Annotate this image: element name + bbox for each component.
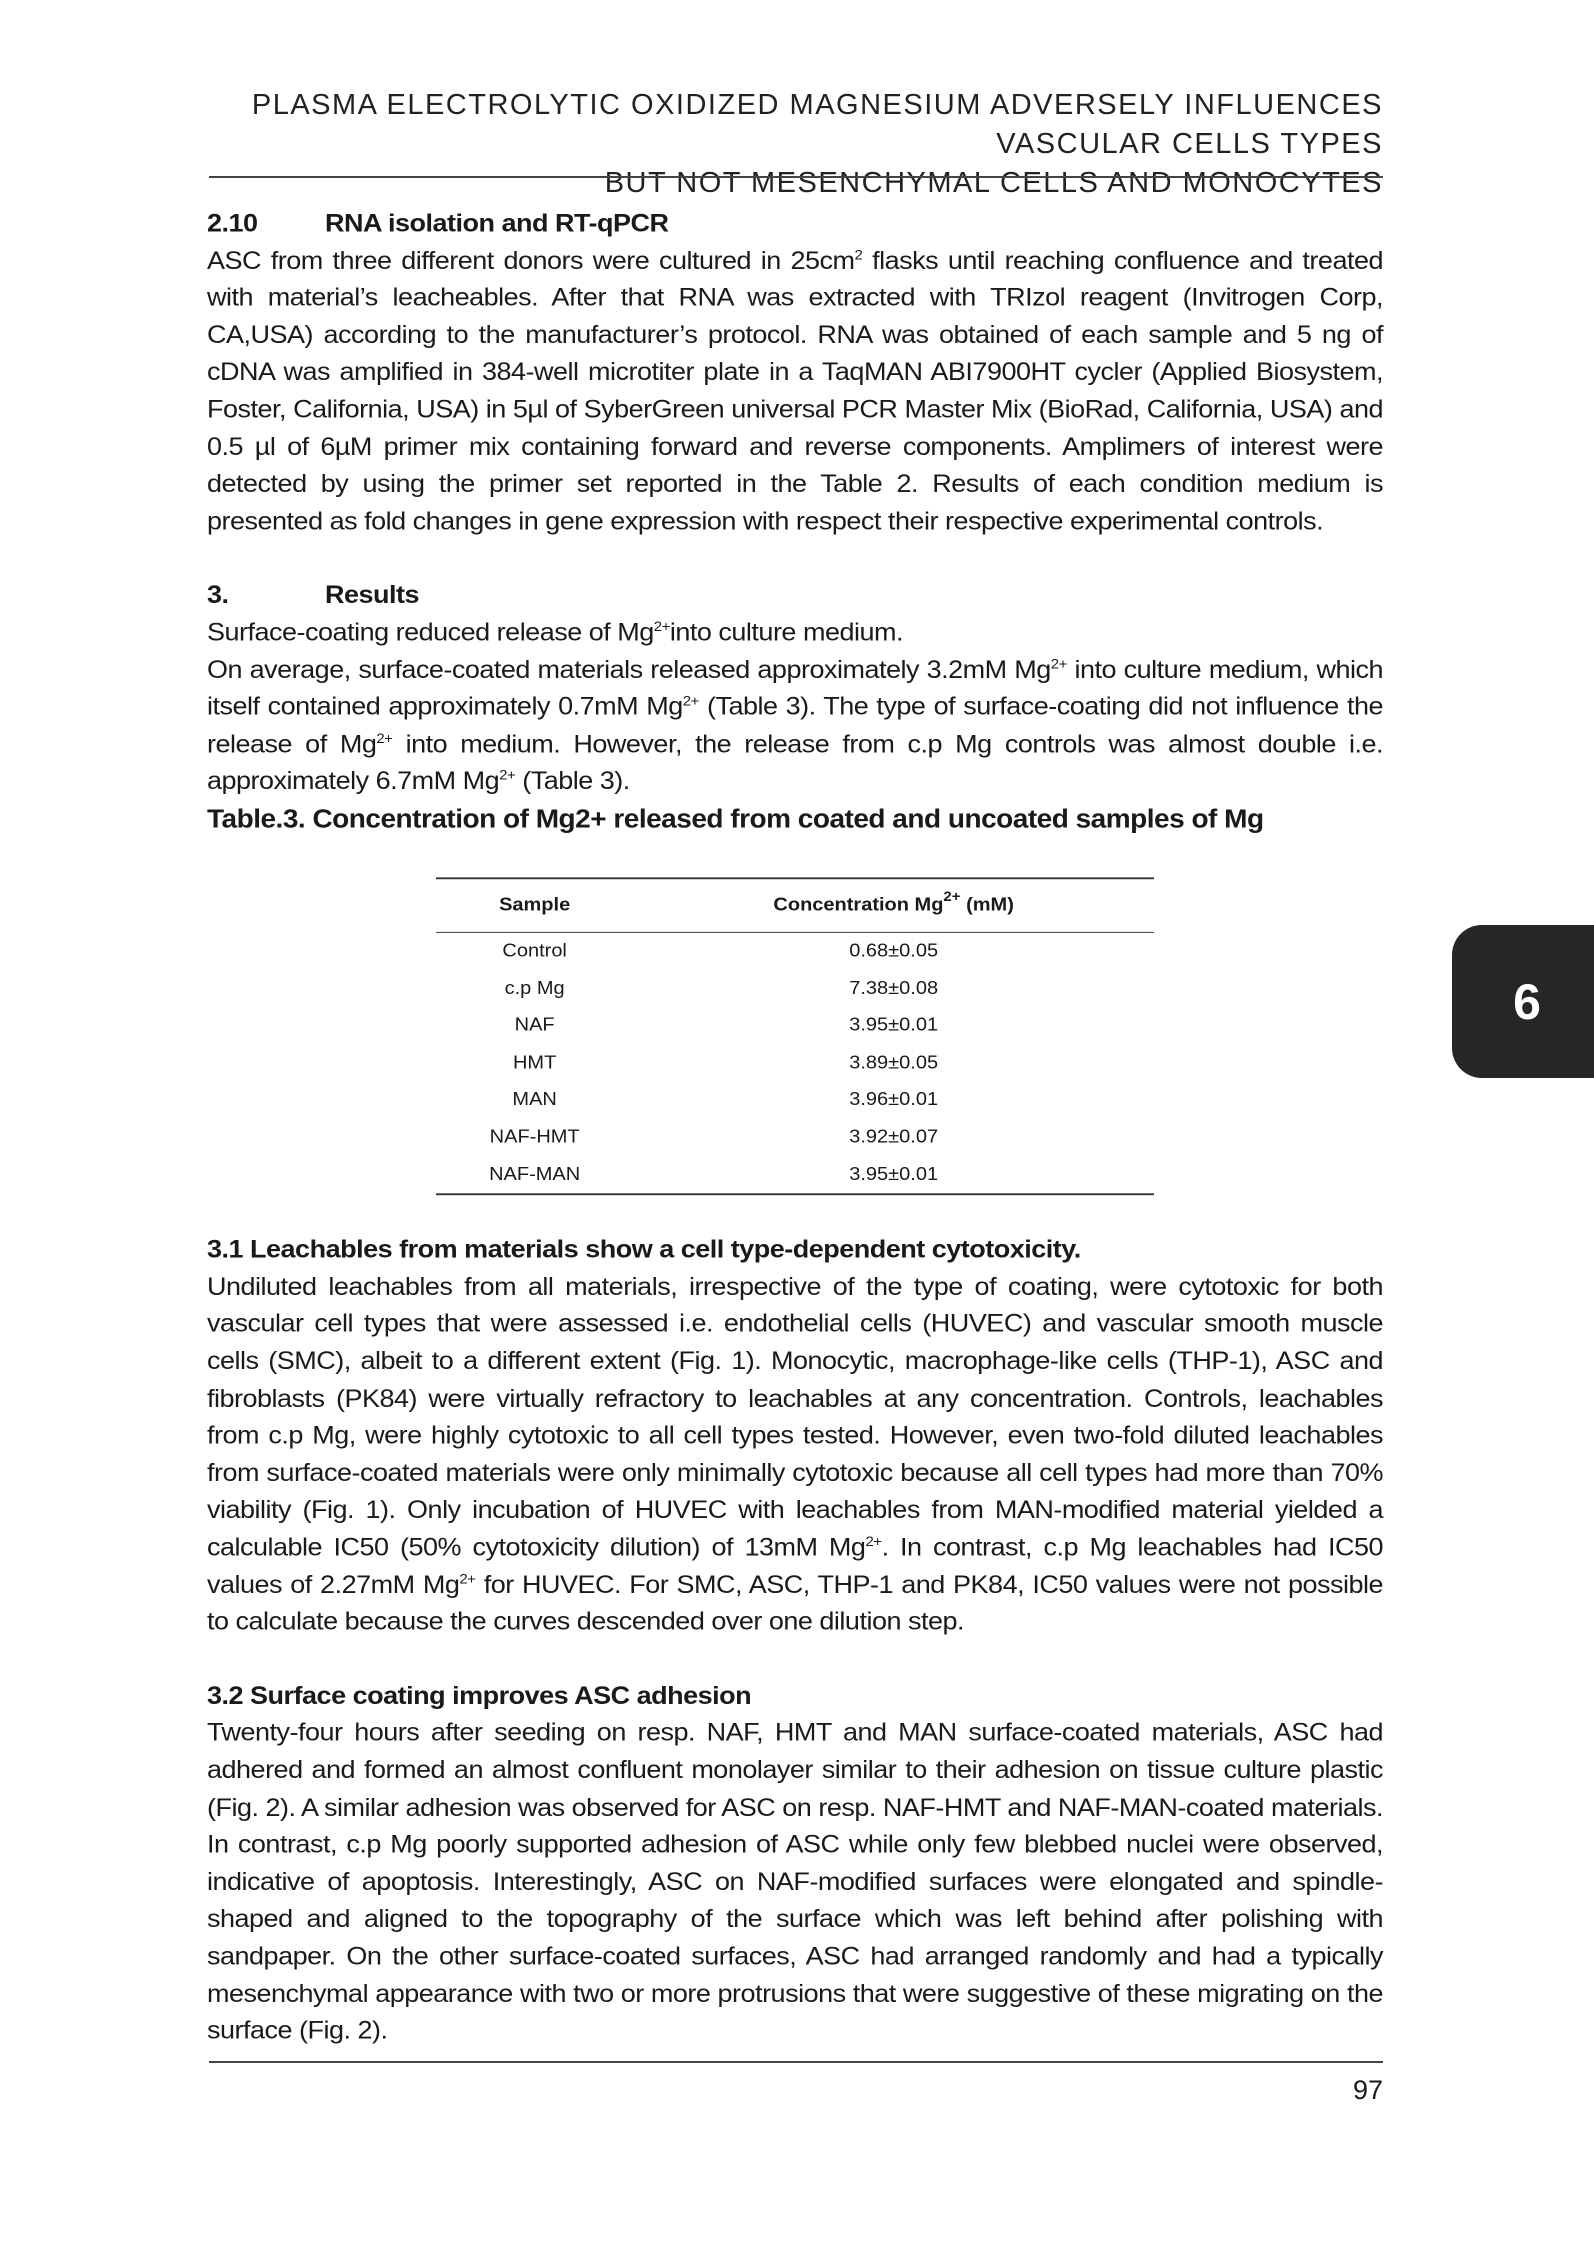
results-paragraph: On average, surface-coated materials released approximately 3.2mM $Mg^{2+}$ into culture medium, which itself contained approximately 0.7mM $Mg^{2+}$ (Table 3). The type of surface-coating did not influence the release of $Mg^{2+}$ into medium. However, the release from c.p Mg controls was almost double i.e. approximately 6.7mM $Mg^{2+}$ (Table 3).	[207, 654, 1384, 795]
sample-cell: HMT	[512, 1052, 557, 1073]
sample-cell: Control	[502, 940, 567, 962]
section-3-2-paragraph: Twenty-four hours after seeding on resp. NAF, HMT and MAN surface-coated materials, ASC had adhered and formed an almost confluent monolayer similar to their adhesion on tissue culture plastic (Fig. 2). A similar adhesion was observed for ASC on resp. NAF-HMT and NAF-MAN-coated materials. In contrast, c.p Mg poorly supported adhesion of ASC while only few blebbed nuclei were observed, indicative of apoptosis. Interestingly, ASC on NAF-modified surfaces were elongated and spindle-shaped and aligned to the topography of the surface which was left behind after polishing with sandpaper. On the other surface-coated surfaces, ASC had arranged randomly and had a typically mesenchymal appearance with two or more protrusions that were suggestive of these migrating on the surface (Fig. 2).	[207, 1718, 1383, 2045]
section-3-2-heading: 3.2 Surface coating improves ASC adhesion	[207, 1681, 752, 1710]
section-3-1-heading: 3.1 Leachables from materials show a cell type-dependent cytotoxicity.	[207, 1234, 1081, 1264]
value-cell: 3.95±0.01	[633, 1156, 1154, 1194]
section-title: RNA isolation and RT-qPCR	[325, 208, 669, 237]
section-3-1-paragraph: Undiluted leachables from all materials, irrespective of the type of coating, were cytotoxic for both vascular cell types that were assessed i.e. endothelial cells (HUVEC) and vascular smooth muscle cells (SMC), albeit to a different extent (Fig. 1). Monocytic, macrophage-like cells (THP-1), ASC and fibroblasts (PK84) were virtually refractory to leachables at any concentration. Controls, leachables from c.p Mg, were highly cytotoxic to all cell types tested. However, even two-fold diluted leachables from surface-coated materials were only minimally cytotoxic because all cell types had more than 70% viability (Fig. 1). Only incubation of HUVEC with leachables from MAN-modified material yielded a calculable IC50 (50% cytotoxicity dilution) of 13mM $Mg^{2+}$. In contrast, c.p Mg leachables had IC50 values of 2.27mM $Mg^{2+}$ for HUVEC. For SMC, ASC, THP-1 and PK84, IC50 values were not possible to calculate because the curves descended over one dilution step.	[207, 1272, 1383, 1636]
table-row	[436, 1045, 1154, 1082]
value-cell: 3.92±0.07	[849, 1126, 939, 1148]
table-row	[436, 970, 1154, 1007]
footer-divider	[209, 2061, 1383, 2063]
sample-cell: NAF-MAN	[436, 1156, 633, 1194]
results-intro-line: Surface-coating reduced release of $Mg^{2+}into$ culture medium.	[207, 617, 903, 646]
section-2-10-paragraph: ASC from three different donors were cultured in $25cm^2$ flasks until reaching confluence and treated with material’s leacheables. After that RNA was extracted with TRIzol reagent (Invitrogen Corp, CA,USA) according to the manufacturer’s protocol. RNA was obtained of each sample and 5 ng of cDNA was amplified in 384-well microtiter plate in a TaqMAN ABI7900HT cycler (Applied Biosystem, Foster, California, USA) in 5µl of SyberGreen universal PCR Master Mix (BioRad, California, USA) and 0.5 µl of 6µM primer mix containing forward and reverse components. Amplimers of interest were detected by using the primer set reported in the Table 2. Results of each condition medium is presented as fold changes in gene expression with respect their respective experimental controls.	[207, 245, 1383, 535]
value-cell: 3.96±0.01	[849, 1089, 939, 1111]
column-header-sample: Sample	[436, 878, 633, 933]
table-caption: Table.3. Concentration of Mg2+ released from coated and uncoated samples of Mg	[207, 803, 1264, 834]
running-header-line-1: PLASMA ELECTROLYTIC OXIDIZED MAGNESIUM ADVERSELY INFLUENCES VASCULAR CELLS TYPES	[251, 89, 1383, 160]
header-divider	[209, 176, 1383, 178]
value-cell: 0.68±0.05	[849, 940, 939, 962]
table-header-row	[436, 878, 1154, 933]
section-title: Results	[325, 580, 420, 609]
sample-cell: c.p Mg	[504, 977, 565, 999]
section-3-heading	[207, 577, 1383, 614]
table-row	[436, 932, 1154, 970]
section-2-10-heading	[207, 205, 1383, 242]
table-row	[436, 1082, 1154, 1119]
sample-cell: MAN	[512, 1089, 557, 1111]
concentration-table	[436, 877, 1154, 1196]
chapter-tab: 6	[1452, 925, 1594, 1078]
table-row	[436, 1156, 1154, 1194]
value-cell: 3.95±0.01	[849, 1014, 939, 1036]
sample-cell: NAF	[514, 1014, 555, 1036]
value-cell: 3.89±0.05	[849, 1052, 939, 1073]
running-header	[209, 86, 1383, 203]
table-row	[436, 1007, 1154, 1044]
running-header-line-2: BUT NOT MESENCHYMAL CELLS AND MONOCYTES	[604, 167, 1383, 199]
page-content	[207, 205, 1383, 2050]
table-row	[436, 1119, 1154, 1156]
value-cell: 7.38±0.08	[849, 977, 939, 999]
section-number: 2.10	[207, 208, 258, 237]
section-number: 3.	[207, 580, 229, 609]
column-header-concentration: Concentration $Mg^{2+}$ (mM)	[633, 878, 1154, 933]
sample-cell: NAF-HMT	[489, 1126, 580, 1148]
page-number: 97	[1352, 2075, 1383, 2105]
